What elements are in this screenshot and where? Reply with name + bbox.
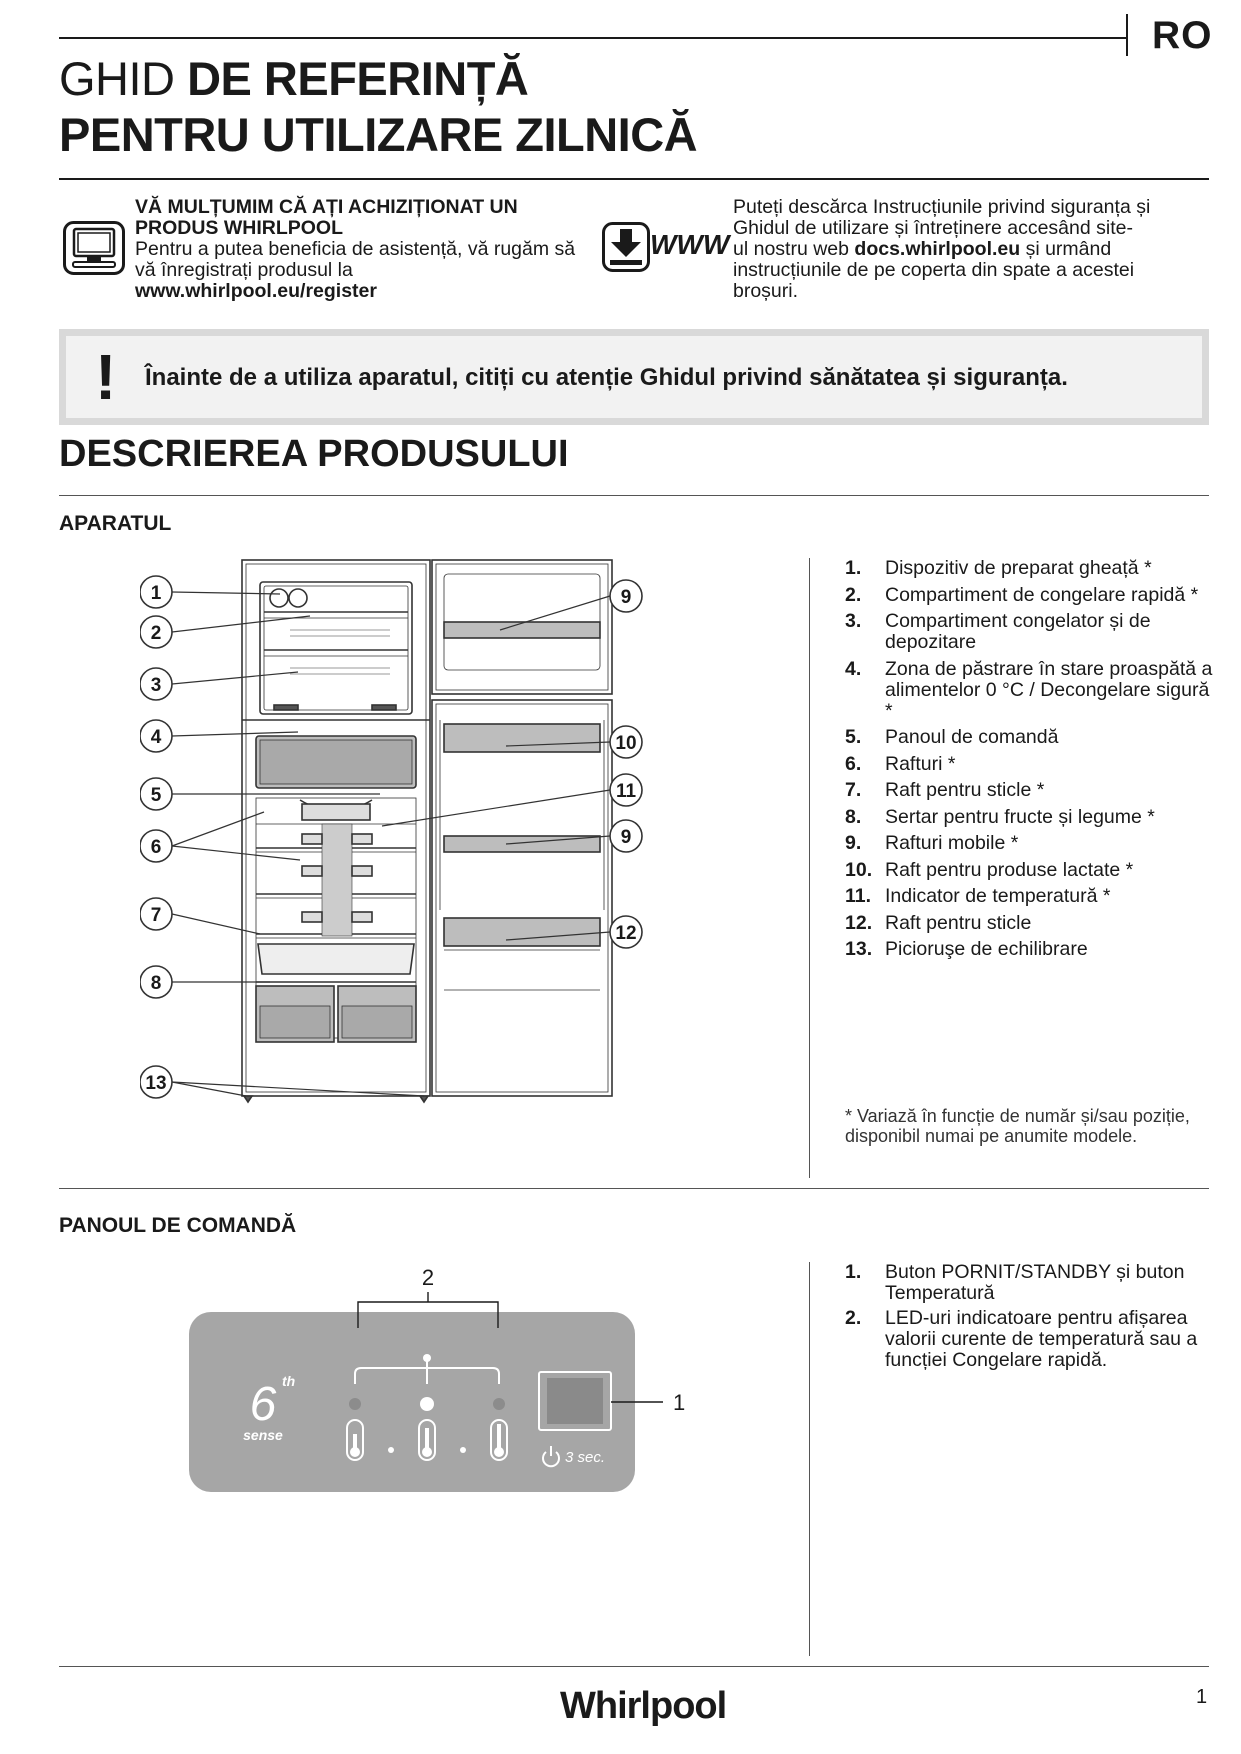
header-rule: [59, 37, 1127, 39]
callout-label-1: 1: [150, 583, 162, 604]
page-title: [59, 51, 697, 163]
list-item: 9. Rafturi mobile *: [845, 832, 1019, 854]
docs-link[interactable]: docs.whirlpool.eu: [854, 238, 1021, 260]
list-item: 1. Dispozitiv de preparat gheață *: [845, 557, 1152, 579]
header-tick: [1126, 14, 1128, 56]
section-title: DESCRIEREA PRODUSULUI: [59, 433, 569, 475]
list-item: 3. Compartiment congelator și de depozitare: [845, 610, 1151, 653]
callout-label-1: 1: [673, 1390, 686, 1415]
register-line-1: Pentru a putea beneficia de asistență, vă rugăm să: [135, 238, 576, 260]
list-item: 13. Picioruşe de echilibrare: [845, 938, 1088, 960]
brand-word: sense: [243, 1427, 283, 1443]
download-line-5: broșuri.: [733, 280, 799, 302]
list-item: 1. Buton PORNIT/STANDBY și buton Temperatură: [845, 1261, 1185, 1304]
callout-label-6: 6: [150, 837, 162, 858]
register-line-2: vă înregistrați produsul la: [135, 259, 353, 281]
panel-list: [845, 1262, 1215, 1375]
appliance-heading: APARATUL: [59, 512, 172, 535]
callout-label-9b: 9: [620, 827, 632, 848]
whirlpool-logo: Whirlpool: [560, 1685, 727, 1727]
callout-label-12: 12: [615, 923, 637, 944]
section-rule: [59, 495, 1209, 496]
list-item: 5. Panoul de comandă: [845, 726, 1059, 748]
register-heading-1: VĂ MULȚUMIM CĂ AȚI ACHIZIȚIONAT UN: [135, 196, 518, 218]
download-line-3-pre: ul nostru web: [733, 238, 855, 260]
register-text: [135, 197, 595, 302]
callout-label-10: 10: [615, 733, 637, 754]
control-panel-diagram: [185, 1262, 705, 1502]
appliance-divider: [809, 558, 810, 1178]
timer-label: 3 sec.: [565, 1449, 606, 1466]
download-line-2: Ghidul de utilizare și întreținere accesând site-: [733, 217, 1133, 239]
list-item: 10. Raft pentru produse lactate *: [845, 858, 1134, 881]
register-heading-2: PRODUS WHIRLPOOL: [135, 217, 343, 239]
list-item: 2. LED-uri indicatoare pentru afișarea valorii curente de temperatură sau a funcției Congelare rapidă.: [845, 1307, 1198, 1371]
callout-label-5: 5: [150, 785, 162, 806]
panel-rule: [59, 1188, 1209, 1189]
list-item: 7. Raft pentru sticle *: [845, 779, 1045, 801]
warning-text: Înainte de a utiliza aparatul, citiți cu atenție Ghidul privind sănătatea și siguranța.: [145, 364, 1068, 391]
exclamation-icon: !: [95, 341, 117, 413]
list-item: 8. Sertar pentru fructe și legume *: [845, 805, 1155, 828]
title-bold: DE REFERINȚĂ: [187, 52, 529, 105]
callout-label-11: 11: [615, 781, 637, 802]
fridge-diagram: [140, 550, 740, 1170]
callout-label-8: 8: [150, 973, 162, 994]
title-line2: PENTRU UTILIZARE ZILNICĂ: [59, 108, 698, 161]
download-line-1: Puteți descărca Instrucțiunile privind siguranța și: [733, 196, 1151, 218]
callout-label-9a: 9: [620, 587, 632, 608]
download-line-3: [733, 239, 1213, 260]
list-item: 11. Indicator de temperatură *: [845, 885, 1111, 907]
list-item: 4. Zona de păstrare în stare proaspătă a alimentelor 0 °C / Decongelare sigură *: [845, 657, 1213, 722]
footer-rule: [59, 1666, 1209, 1667]
callout-label-2: 2: [150, 623, 162, 644]
panel-divider: [809, 1262, 810, 1656]
component-list: [845, 558, 1215, 966]
download-line-4: instrucțiunile de pe coperta din spate a acestei: [733, 259, 1135, 281]
list-item: 12. Raft pentru sticle: [845, 911, 1032, 934]
language-code: RO: [1152, 14, 1213, 57]
led-3: [493, 1398, 505, 1410]
title-rule: [59, 178, 1209, 180]
list-item: 6. Rafturi *: [845, 752, 956, 775]
title-light: GHID: [59, 52, 188, 105]
panel-heading: PANOUL DE COMANDĂ: [59, 1214, 297, 1237]
led-1: [349, 1398, 361, 1410]
callout-label-7: 7: [150, 905, 162, 926]
brand-sup: th: [282, 1373, 296, 1389]
register-link[interactable]: www.whirlpool.eu/register: [135, 280, 377, 302]
download-text: [733, 197, 1213, 302]
download-line-3-post: și urmând: [1020, 238, 1112, 260]
list-item: 2. Compartiment de congelare rapidă *: [845, 583, 1199, 606]
footnote: * Variază în funcție de număr și/sau poziție, disponibil numai pe anumite modele.: [845, 1106, 1190, 1146]
led-2: [420, 1397, 434, 1411]
callout-label-2: 2: [421, 1265, 435, 1290]
computer-icon: [63, 221, 125, 275]
download-icon: [602, 222, 650, 272]
www-label: WWW: [650, 229, 730, 260]
callout-label-3: 3: [150, 675, 162, 696]
callout-label-13: 13: [145, 1073, 167, 1094]
callout-label-4: 4: [150, 727, 162, 748]
page-number: 1: [1196, 1686, 1208, 1708]
brand-number: 6: [249, 1378, 277, 1431]
